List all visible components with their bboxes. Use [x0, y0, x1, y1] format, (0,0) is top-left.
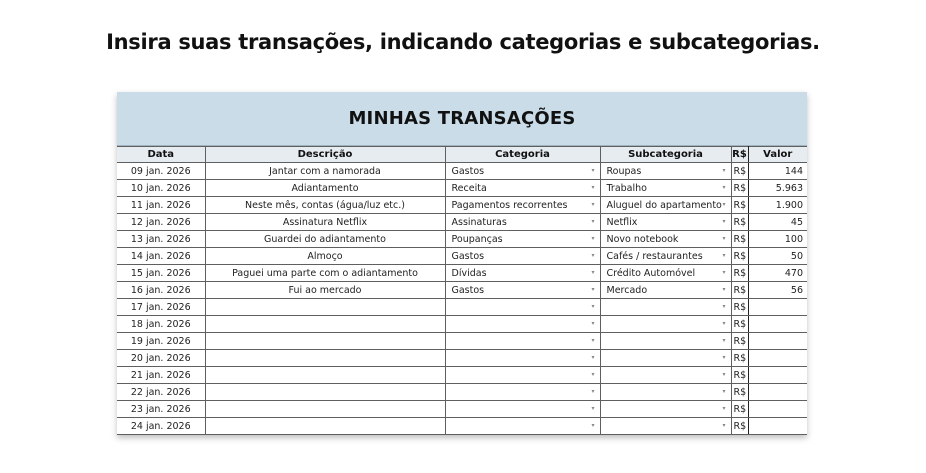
value-cell[interactable]	[748, 418, 807, 435]
dropdown-caret-icon[interactable]: ▾	[591, 388, 595, 395]
value-cell[interactable]: 144	[748, 163, 807, 180]
table-row	[117, 197, 807, 214]
date-cell[interactable]: 14 jan. 2026	[117, 248, 205, 265]
description-cell[interactable]	[205, 333, 445, 350]
dropdown-caret-icon[interactable]: ▾	[591, 201, 595, 208]
date-cell[interactable]: 24 jan. 2026	[117, 418, 205, 435]
subcategory-dropdown[interactable]	[600, 367, 731, 384]
date-cell[interactable]: 23 jan. 2026	[117, 401, 205, 418]
dropdown-caret-icon[interactable]: ▾	[722, 422, 726, 429]
dropdown-caret-icon[interactable]: ▾	[722, 354, 726, 361]
subcategory-dropdown[interactable]	[600, 197, 731, 214]
currency-cell: R$	[731, 418, 748, 435]
description-cell[interactable]	[205, 367, 445, 384]
table-row	[117, 248, 807, 265]
currency-cell: R$	[731, 180, 748, 197]
description-cell[interactable]: Paguei uma parte com o adiantamento	[205, 265, 445, 282]
subcategory-value: Roupas	[606, 165, 642, 177]
subcategory-dropdown[interactable]	[600, 384, 731, 401]
currency-cell: R$	[731, 299, 748, 316]
category-dropdown[interactable]	[445, 350, 600, 367]
dropdown-caret-icon[interactable]: ▾	[722, 269, 726, 276]
dropdown-caret-icon[interactable]: ▾	[591, 286, 595, 293]
dropdown-caret-icon[interactable]: ▾	[722, 303, 726, 310]
currency-cell: R$	[731, 265, 748, 282]
transactions-table	[117, 146, 807, 435]
description-cell[interactable]	[205, 401, 445, 418]
subcategory-value: Cafés / restaurantes	[606, 250, 703, 262]
category-dropdown[interactable]	[445, 214, 600, 231]
table-row	[117, 384, 807, 401]
currency-cell: R$	[731, 214, 748, 231]
dropdown-caret-icon[interactable]: ▾	[722, 167, 726, 174]
category-value: Poupanças	[451, 233, 503, 245]
subcategory-dropdown[interactable]	[600, 180, 731, 197]
dropdown-caret-icon[interactable]: ▾	[591, 303, 595, 310]
dropdown-caret-icon[interactable]: ▾	[591, 252, 595, 259]
subcategory-dropdown[interactable]	[600, 214, 731, 231]
dropdown-caret-icon[interactable]: ▾	[591, 269, 595, 276]
category-value: Assinaturas	[451, 216, 507, 228]
date-cell[interactable]: 20 jan. 2026	[117, 350, 205, 367]
currency-cell: R$	[731, 282, 748, 299]
category-value: Dívidas	[451, 267, 487, 279]
category-dropdown[interactable]	[445, 384, 600, 401]
dropdown-caret-icon[interactable]: ▾	[722, 201, 726, 208]
subcategory-dropdown[interactable]	[600, 265, 731, 282]
category-dropdown[interactable]	[445, 197, 600, 214]
column-header-subcategory: Subcategoria	[600, 147, 731, 163]
column-header-description: Descrição	[205, 147, 445, 163]
description-cell[interactable]: Guardei do adiantamento	[205, 231, 445, 248]
value-cell[interactable]: 470	[748, 265, 807, 282]
description-cell[interactable]: Neste mês, contas (água/luz etc.)	[205, 197, 445, 214]
category-value: Gastos	[451, 250, 485, 262]
table-row	[117, 401, 807, 418]
subcategory-dropdown[interactable]	[600, 350, 731, 367]
subcategory-dropdown[interactable]	[600, 231, 731, 248]
dropdown-caret-icon[interactable]: ▾	[722, 235, 726, 242]
dropdown-caret-icon[interactable]: ▾	[591, 320, 595, 327]
date-cell[interactable]: 15 jan. 2026	[117, 265, 205, 282]
date-cell[interactable]: 22 jan. 2026	[117, 384, 205, 401]
table-row	[117, 265, 807, 282]
subcategory-value: Trabalho	[606, 182, 647, 194]
transactions-sheet	[117, 92, 807, 435]
category-dropdown[interactable]	[445, 367, 600, 384]
value-cell[interactable]	[748, 367, 807, 384]
subcategory-dropdown[interactable]	[600, 163, 731, 180]
value-cell[interactable]: 56	[748, 282, 807, 299]
category-dropdown[interactable]	[445, 333, 600, 350]
dropdown-caret-icon[interactable]: ▾	[722, 184, 726, 191]
table-row	[117, 418, 807, 435]
currency-cell: R$	[731, 350, 748, 367]
currency-cell: R$	[731, 231, 748, 248]
description-cell[interactable]: Almoço	[205, 248, 445, 265]
category-dropdown[interactable]	[445, 316, 600, 333]
value-cell[interactable]	[748, 299, 807, 316]
dropdown-caret-icon[interactable]: ▾	[722, 218, 726, 225]
table-row	[117, 299, 807, 316]
date-cell[interactable]: 09 jan. 2026	[117, 163, 205, 180]
subcategory-value: Netflix	[606, 216, 638, 228]
description-cell[interactable]	[205, 316, 445, 333]
value-cell[interactable]	[748, 401, 807, 418]
dropdown-caret-icon[interactable]: ▾	[722, 320, 726, 327]
value-cell[interactable]	[748, 316, 807, 333]
category-dropdown[interactable]	[445, 299, 600, 316]
dropdown-caret-icon[interactable]: ▾	[591, 218, 595, 225]
value-cell[interactable]: 5.963	[748, 180, 807, 197]
category-dropdown[interactable]	[445, 418, 600, 435]
description-cell[interactable]	[205, 384, 445, 401]
dropdown-caret-icon[interactable]: ▾	[591, 235, 595, 242]
column-header-category: Categoria	[445, 147, 600, 163]
value-cell[interactable]: 50	[748, 248, 807, 265]
subcategory-dropdown[interactable]	[600, 401, 731, 418]
page-headline: Insira suas transações, indicando categorias e subcategorias.	[106, 30, 820, 54]
transactions-body	[117, 163, 807, 435]
dropdown-caret-icon[interactable]: ▾	[591, 337, 595, 344]
dropdown-caret-icon[interactable]: ▾	[722, 405, 726, 412]
date-cell[interactable]: 19 jan. 2026	[117, 333, 205, 350]
value-cell[interactable]: 45	[748, 214, 807, 231]
date-cell[interactable]: 10 jan. 2026	[117, 180, 205, 197]
table-row	[117, 214, 807, 231]
subcategory-dropdown[interactable]	[600, 248, 731, 265]
category-dropdown[interactable]	[445, 401, 600, 418]
currency-cell: R$	[731, 384, 748, 401]
subcategory-dropdown[interactable]	[600, 299, 731, 316]
table-row	[117, 282, 807, 299]
dropdown-caret-icon[interactable]: ▾	[722, 388, 726, 395]
date-cell[interactable]: 16 jan. 2026	[117, 282, 205, 299]
category-value: Pagamentos recorrentes	[451, 199, 568, 211]
value-cell[interactable]: 100	[748, 231, 807, 248]
date-cell[interactable]: 11 jan. 2026	[117, 197, 205, 214]
date-cell[interactable]: 12 jan. 2026	[117, 214, 205, 231]
currency-cell: R$	[731, 163, 748, 180]
table-row	[117, 350, 807, 367]
description-cell[interactable]	[205, 418, 445, 435]
dropdown-caret-icon[interactable]: ▾	[591, 184, 595, 191]
category-value: Gastos	[451, 165, 485, 177]
category-dropdown[interactable]	[445, 180, 600, 197]
subcategory-value: Aluguel do apartamento	[606, 199, 722, 211]
column-header-value: Valor	[748, 147, 807, 163]
dropdown-caret-icon[interactable]: ▾	[591, 422, 595, 429]
dropdown-caret-icon[interactable]: ▾	[591, 405, 595, 412]
header-row	[117, 147, 807, 163]
dropdown-caret-icon[interactable]: ▾	[591, 354, 595, 361]
category-dropdown[interactable]	[445, 231, 600, 248]
category-dropdown[interactable]	[445, 282, 600, 299]
table-row	[117, 163, 807, 180]
subcategory-dropdown[interactable]	[600, 282, 731, 299]
dropdown-caret-icon[interactable]: ▾	[591, 167, 595, 174]
category-value: Gastos	[451, 284, 485, 296]
value-cell[interactable]	[748, 350, 807, 367]
currency-cell: R$	[731, 333, 748, 350]
value-cell[interactable]	[748, 384, 807, 401]
subcategory-dropdown[interactable]	[600, 333, 731, 350]
table-row	[117, 180, 807, 197]
column-header-date: Data	[117, 147, 205, 163]
category-value: Receita	[451, 182, 487, 194]
category-dropdown[interactable]	[445, 265, 600, 282]
description-cell[interactable]	[205, 350, 445, 367]
subcategory-value: Mercado	[606, 284, 648, 296]
date-cell[interactable]: 13 jan. 2026	[117, 231, 205, 248]
table-row	[117, 231, 807, 248]
dropdown-caret-icon[interactable]: ▾	[722, 252, 726, 259]
category-dropdown[interactable]	[445, 248, 600, 265]
currency-cell: R$	[731, 248, 748, 265]
description-cell[interactable]: Fui ao mercado	[205, 282, 445, 299]
sheet-title-band	[117, 92, 807, 146]
subcategory-value: Novo notebook	[606, 233, 679, 245]
value-cell[interactable]	[748, 333, 807, 350]
sheet-title: MINHAS TRANSAÇÕES	[348, 108, 576, 129]
dropdown-caret-icon[interactable]: ▾	[722, 286, 726, 293]
currency-cell: R$	[731, 316, 748, 333]
currency-cell: R$	[731, 197, 748, 214]
description-cell[interactable]: Assinatura Netflix	[205, 214, 445, 231]
subcategory-dropdown[interactable]	[600, 418, 731, 435]
currency-cell: R$	[731, 367, 748, 384]
table-row	[117, 316, 807, 333]
dropdown-caret-icon[interactable]: ▾	[722, 337, 726, 344]
description-cell[interactable]: Jantar com a namorada	[205, 163, 445, 180]
date-cell[interactable]: 18 jan. 2026	[117, 316, 205, 333]
description-cell[interactable]: Adiantamento	[205, 180, 445, 197]
currency-cell: R$	[731, 401, 748, 418]
description-cell[interactable]	[205, 299, 445, 316]
date-cell[interactable]: 17 jan. 2026	[117, 299, 205, 316]
column-header-currency: R$	[731, 147, 748, 163]
subcategory-value: Crédito Automóvel	[606, 267, 696, 279]
dropdown-caret-icon[interactable]: ▾	[722, 371, 726, 378]
date-cell[interactable]: 21 jan. 2026	[117, 367, 205, 384]
subcategory-dropdown[interactable]	[600, 316, 731, 333]
table-row	[117, 333, 807, 350]
table-row	[117, 367, 807, 384]
category-dropdown[interactable]	[445, 163, 600, 180]
dropdown-caret-icon[interactable]: ▾	[591, 371, 595, 378]
value-cell[interactable]: 1.900	[748, 197, 807, 214]
